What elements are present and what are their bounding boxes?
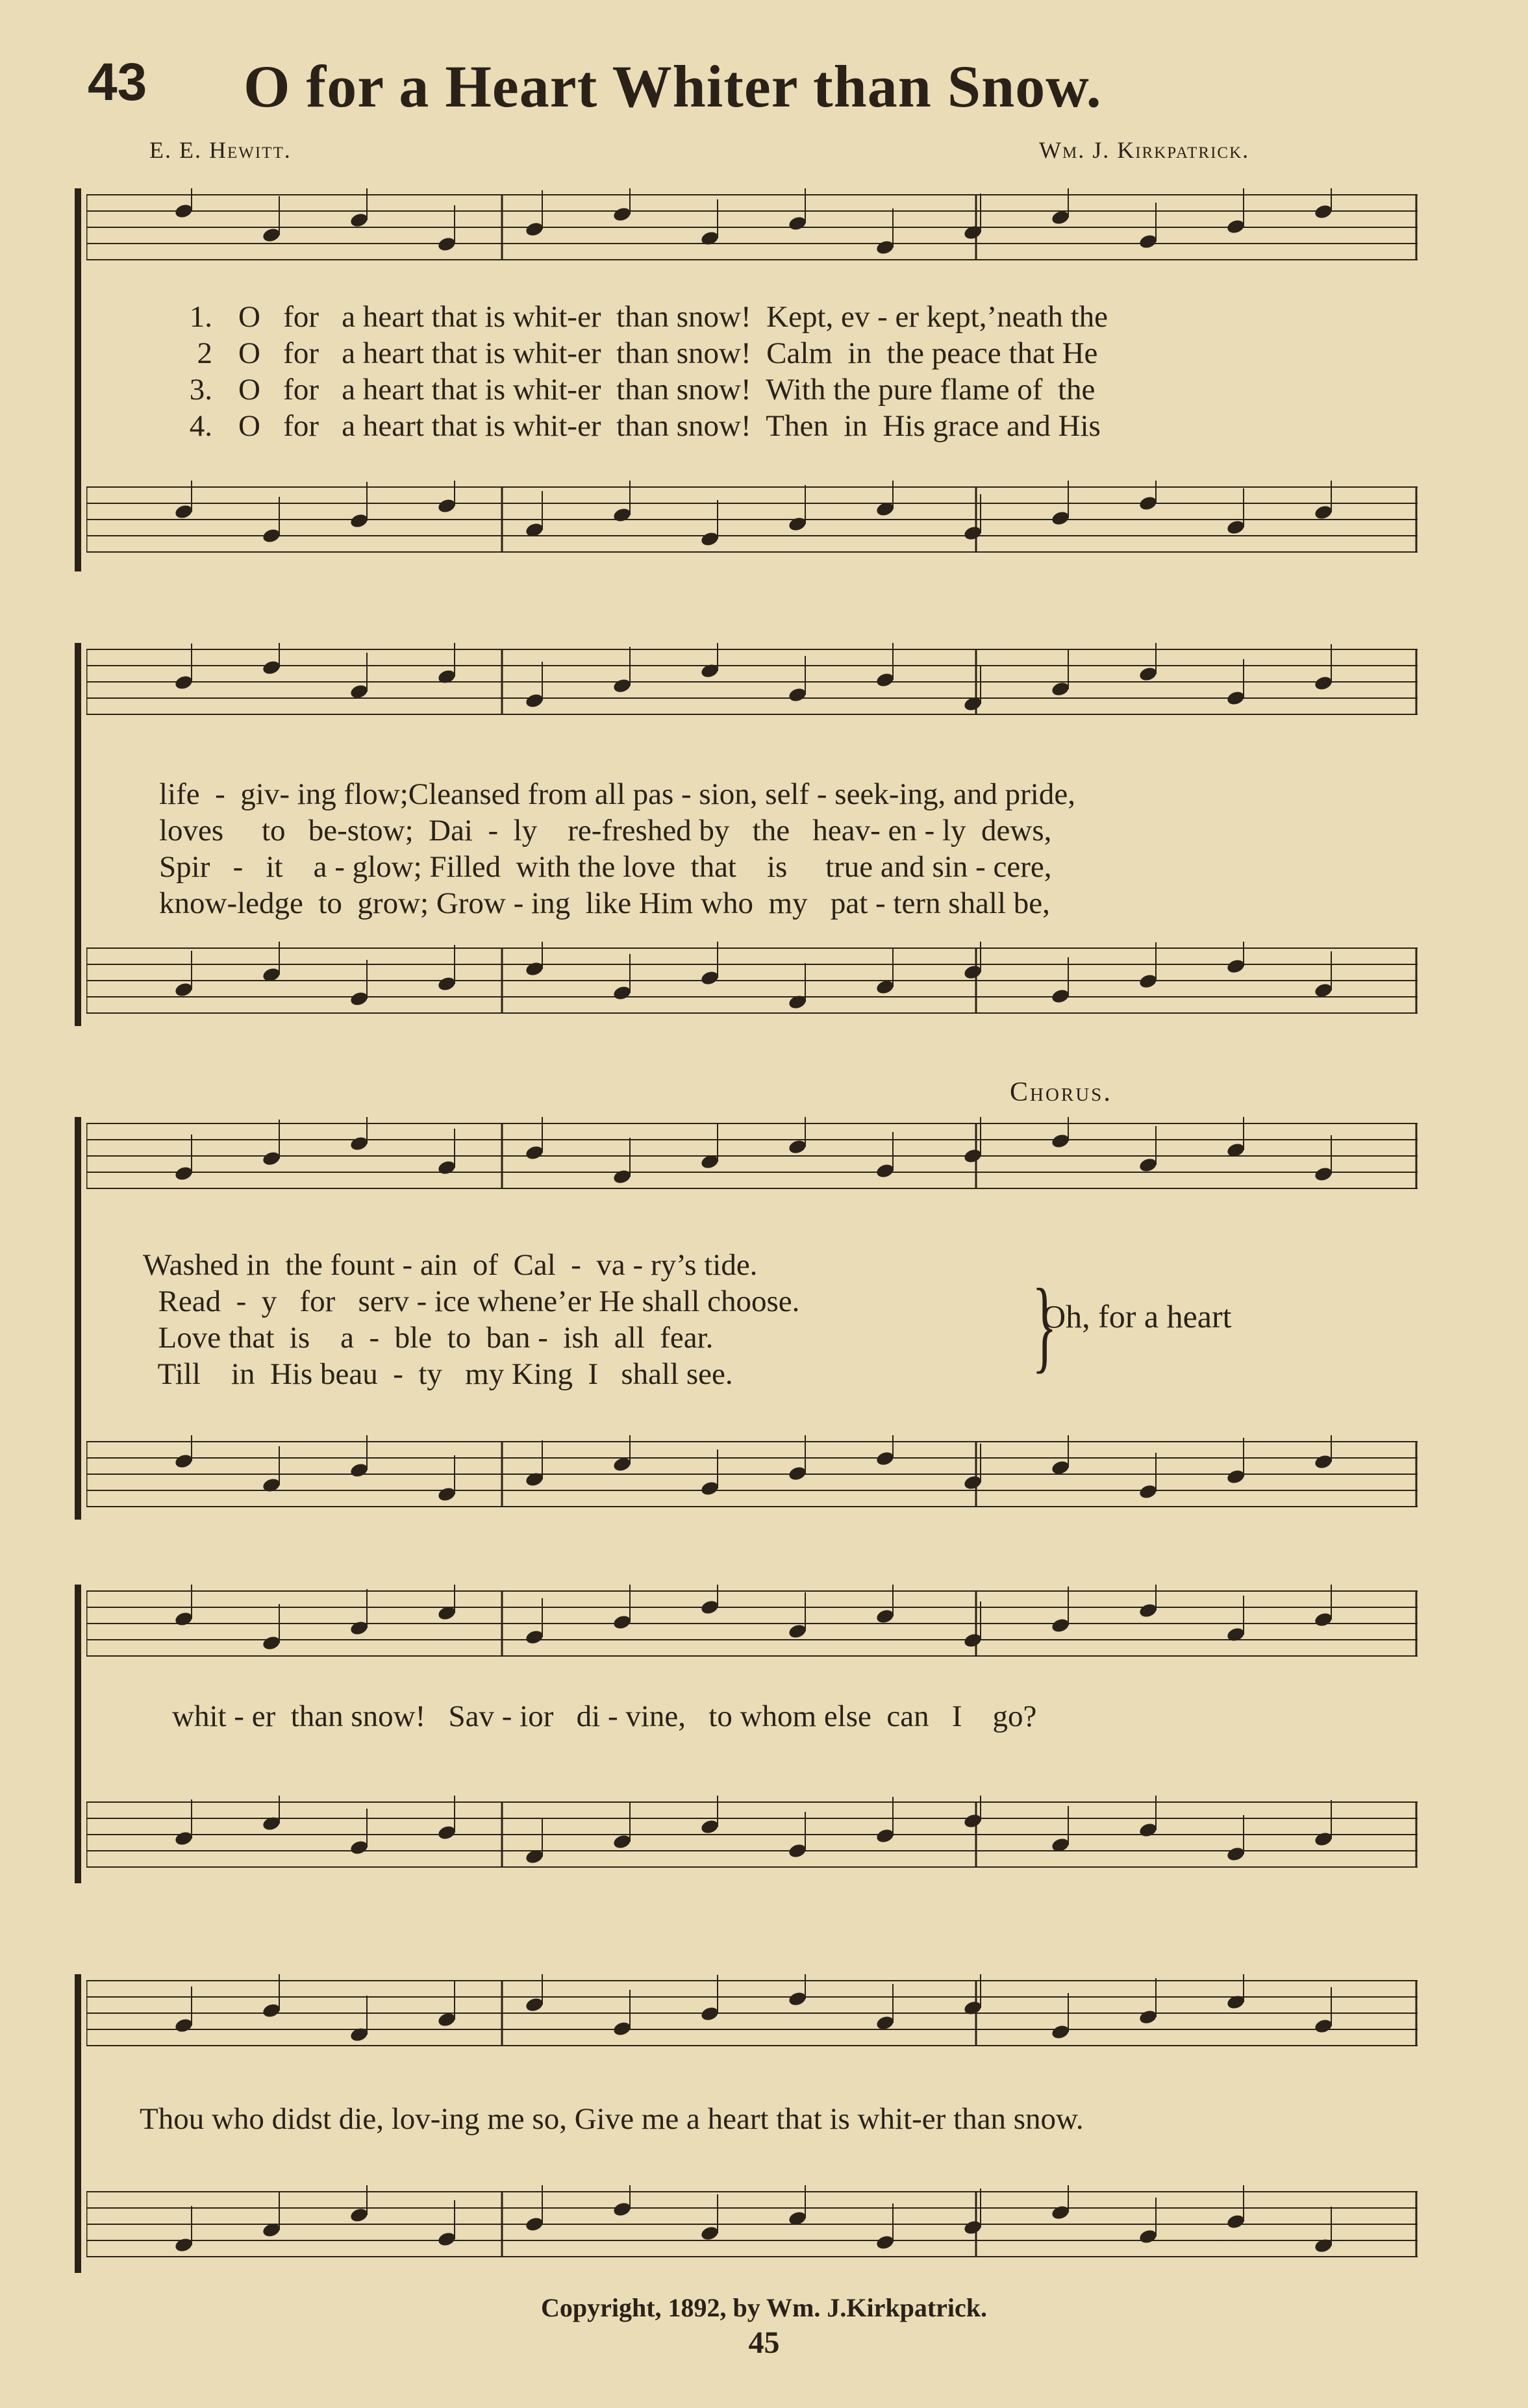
notehead (437, 236, 457, 253)
notehead (525, 1996, 545, 2013)
notehead (612, 1833, 632, 1850)
verse-line-1: life - giv- ing flow;Cleansed from all pas - sion, self - seek-ing, and pride, (159, 777, 1075, 811)
notehead (174, 2017, 194, 2034)
notehead (963, 1632, 983, 1649)
notehead (349, 990, 369, 1007)
notehead (1138, 666, 1159, 683)
notehead (262, 1815, 282, 1832)
notehead (174, 503, 194, 520)
notehead (612, 1168, 632, 1185)
treble-staff (86, 1974, 1418, 2052)
notehead (1226, 1468, 1246, 1485)
notehead (349, 1620, 369, 1637)
notehead (700, 662, 720, 679)
notehead (437, 2231, 457, 2248)
bass-staff (86, 1796, 1418, 1874)
notehead (1226, 1994, 1246, 2011)
notehead (349, 212, 369, 229)
notehead (349, 2207, 369, 2224)
notehead (1051, 1133, 1071, 1149)
notehead (262, 227, 282, 244)
treble-staff (86, 1117, 1418, 1195)
notehead (174, 1165, 194, 1182)
notehead (963, 2219, 983, 2236)
staff-lines (86, 1585, 1418, 1662)
notehead (788, 686, 808, 703)
verse-line-1: Washed in the fount - ain of Cal - va - ry’s tide. (143, 1248, 758, 1282)
notehead (1226, 2213, 1246, 2230)
notehead (1138, 2228, 1159, 2245)
staff-lines (86, 481, 1418, 558)
notehead (437, 497, 457, 514)
notehead (875, 671, 896, 688)
verse-line-1: Thou who didst die, lov-ing me so, Give me a heart that is whit-er than snow. (140, 2102, 1084, 2136)
notehead (1138, 1602, 1159, 1619)
notehead (349, 1839, 369, 1856)
notehead (612, 206, 632, 223)
verse-line-4: know-ledge to grow; Grow - ing like Him who my pat - tern shall be, (159, 886, 1050, 920)
notehead (1051, 988, 1071, 1005)
treble-staff (86, 643, 1418, 721)
verse-line-1: whit - er than snow! Sav - ior di - vine, to whom else can I go? (172, 1699, 1037, 1733)
notehead (174, 203, 194, 219)
notehead (262, 1635, 282, 1651)
verse-line-3: Love that is a - ble to ban - ish all fear. (143, 1321, 714, 1355)
notehead (525, 1144, 545, 1161)
notehead (788, 1842, 808, 1859)
notehead (788, 994, 808, 1010)
treble-staff (86, 188, 1418, 266)
notehead (437, 668, 457, 685)
notehead (1226, 519, 1246, 536)
notehead (1138, 1483, 1159, 1500)
notehead (1226, 690, 1246, 707)
system-bracket (75, 643, 81, 1026)
verse-line-4: 4. O for a heart that is whit-er than snow! Then in His grace and His (189, 409, 1101, 443)
verse-line-4: Till in His beau - ty my King I shall see. (143, 1357, 733, 1391)
bass-staff (86, 481, 1418, 558)
verse-line-2: Read - y for serv - ice whene’er He shall choose. (143, 1285, 800, 1318)
bass-staff (86, 942, 1418, 1020)
treble-staff (86, 1585, 1418, 1662)
notehead (1051, 2204, 1071, 2221)
notehead (612, 1614, 632, 1631)
notehead (875, 1450, 896, 1467)
notehead (1051, 2024, 1071, 2040)
copyright-notice: Copyright, 1892, by Wm. J.Kirkpatrick. (540, 2293, 988, 2322)
system-bracket (75, 1974, 81, 2273)
notehead (875, 1162, 896, 1179)
notehead (1314, 1166, 1334, 1183)
notehead (349, 2026, 369, 2043)
staff-lines (86, 1796, 1418, 1874)
staff-lines (86, 188, 1418, 266)
notehead (875, 2234, 896, 2251)
notehead (963, 224, 983, 241)
system-bracket (75, 1117, 81, 1520)
music-system-1 (75, 175, 1419, 584)
notehead (1314, 1453, 1334, 1470)
notehead (788, 1990, 808, 2007)
bass-staff (86, 2185, 1418, 2263)
notehead (1138, 2009, 1159, 2025)
notehead (1051, 1617, 1071, 1634)
notehead (262, 2002, 282, 2019)
staff-lines (86, 942, 1418, 1020)
composer-credit: Wm. J. Kirkpatrick. (1039, 137, 1250, 163)
notehead (612, 677, 632, 694)
notehead (788, 1138, 808, 1155)
notehead (700, 2225, 720, 2242)
notehead (612, 985, 632, 1001)
music-system-2 (75, 643, 1419, 1039)
notehead (262, 659, 282, 676)
notehead (788, 516, 808, 533)
page-number: 45 (748, 2326, 780, 2360)
staff-lines (86, 1435, 1418, 1513)
music-system-4 (75, 1585, 1419, 1890)
notehead (788, 1465, 808, 1482)
notehead (1138, 973, 1159, 990)
notehead (700, 230, 720, 247)
notehead (1226, 1626, 1246, 1643)
system-bracket (75, 1585, 81, 1883)
notehead (262, 1150, 282, 1167)
staff-lines (86, 1974, 1418, 2052)
notehead (1226, 1846, 1246, 1862)
verse-lyrics (143, 1247, 1507, 1392)
notehead (525, 960, 545, 977)
notehead (700, 1599, 720, 1616)
notehead (1138, 233, 1159, 250)
notehead (174, 1453, 194, 1470)
notehead (963, 525, 983, 542)
notehead (1314, 2237, 1334, 2254)
notehead (788, 215, 808, 232)
verse-lyrics (159, 776, 1523, 922)
notehead (1314, 203, 1334, 220)
title-row (88, 52, 1451, 123)
verse-line-2: 2 O for a heart that is whit-er than snow! Calm in the peace that He (197, 336, 1098, 370)
hymn-title: O for a Heart Whiter than Snow. (244, 53, 1102, 119)
notehead (700, 1818, 720, 1835)
notehead (437, 1486, 457, 1503)
system-bracket (75, 188, 81, 571)
chorus-label: Chorus. (1010, 1077, 1112, 1107)
notehead (349, 512, 369, 529)
notehead (525, 692, 545, 709)
notehead (700, 970, 720, 986)
notehead (1138, 1157, 1159, 1173)
notehead (1051, 510, 1071, 527)
verse-lyrics (140, 2101, 1503, 2137)
notehead (525, 2216, 545, 2233)
notehead (174, 674, 194, 691)
notehead (875, 1827, 896, 1844)
notehead (963, 1812, 983, 1829)
verse-line-1: 1. O for a heart that is whit-er than snow! Kept, ev - er kept,’neath the (189, 300, 1108, 334)
verse-line-3: 3. O for a heart that is whit-er than snow! With the pure flame of the (189, 373, 1096, 407)
notehead (1314, 675, 1334, 692)
notehead (700, 1480, 720, 1497)
notehead (1226, 218, 1246, 235)
notehead (1226, 958, 1246, 975)
notehead (349, 1135, 369, 1152)
lyric-brace: } (1032, 1267, 1057, 1383)
verse-lyrics (172, 1698, 1528, 1735)
notehead (963, 1148, 983, 1164)
notehead (700, 531, 720, 547)
notehead (612, 507, 632, 523)
notehead (875, 239, 896, 256)
notehead (525, 1629, 545, 1646)
notehead (963, 2000, 983, 2016)
notehead (174, 2237, 194, 2253)
staff-lines (86, 1117, 1418, 1195)
notehead (1314, 2018, 1334, 2035)
bass-staff (86, 1435, 1418, 1513)
notehead (174, 1830, 194, 1847)
lyricist-credit: E. E. Hewitt. (149, 137, 292, 163)
staff-lines (86, 643, 1418, 721)
notehead (963, 1474, 983, 1491)
verse-line-2: loves to be-stow; Dai - ly re-freshed by the heav- en - ly dews, (159, 814, 1052, 847)
notehead (437, 1824, 457, 1841)
notehead (875, 1608, 896, 1625)
notehead (1314, 504, 1334, 521)
notehead (1138, 1822, 1159, 1838)
notehead (612, 2201, 632, 2218)
notehead (700, 2005, 720, 2022)
notehead (262, 1477, 282, 1494)
verse-line-3: Spir - it a - glow; Filled with the love that is true and sin - cere, (159, 850, 1052, 884)
notehead (963, 964, 983, 981)
notehead (1051, 681, 1071, 697)
staff-lines (86, 2185, 1418, 2263)
notehead (349, 1462, 369, 1479)
notehead (262, 527, 282, 544)
notehead (525, 221, 545, 238)
notehead (1138, 495, 1159, 512)
music-system-5 (75, 1974, 1419, 2279)
notehead (174, 981, 194, 998)
notehead (437, 1159, 457, 1176)
notehead (525, 1471, 545, 1488)
notehead (437, 975, 457, 992)
notehead (788, 1623, 808, 1640)
notehead (612, 2020, 632, 2037)
hymn-number: 43 (88, 53, 147, 112)
notehead (1314, 1831, 1334, 1848)
refrain-lyric: Oh, for a heart (1042, 1298, 1232, 1335)
notehead (174, 1611, 194, 1627)
notehead (1314, 1611, 1334, 1628)
verse-lyrics (153, 299, 1516, 444)
